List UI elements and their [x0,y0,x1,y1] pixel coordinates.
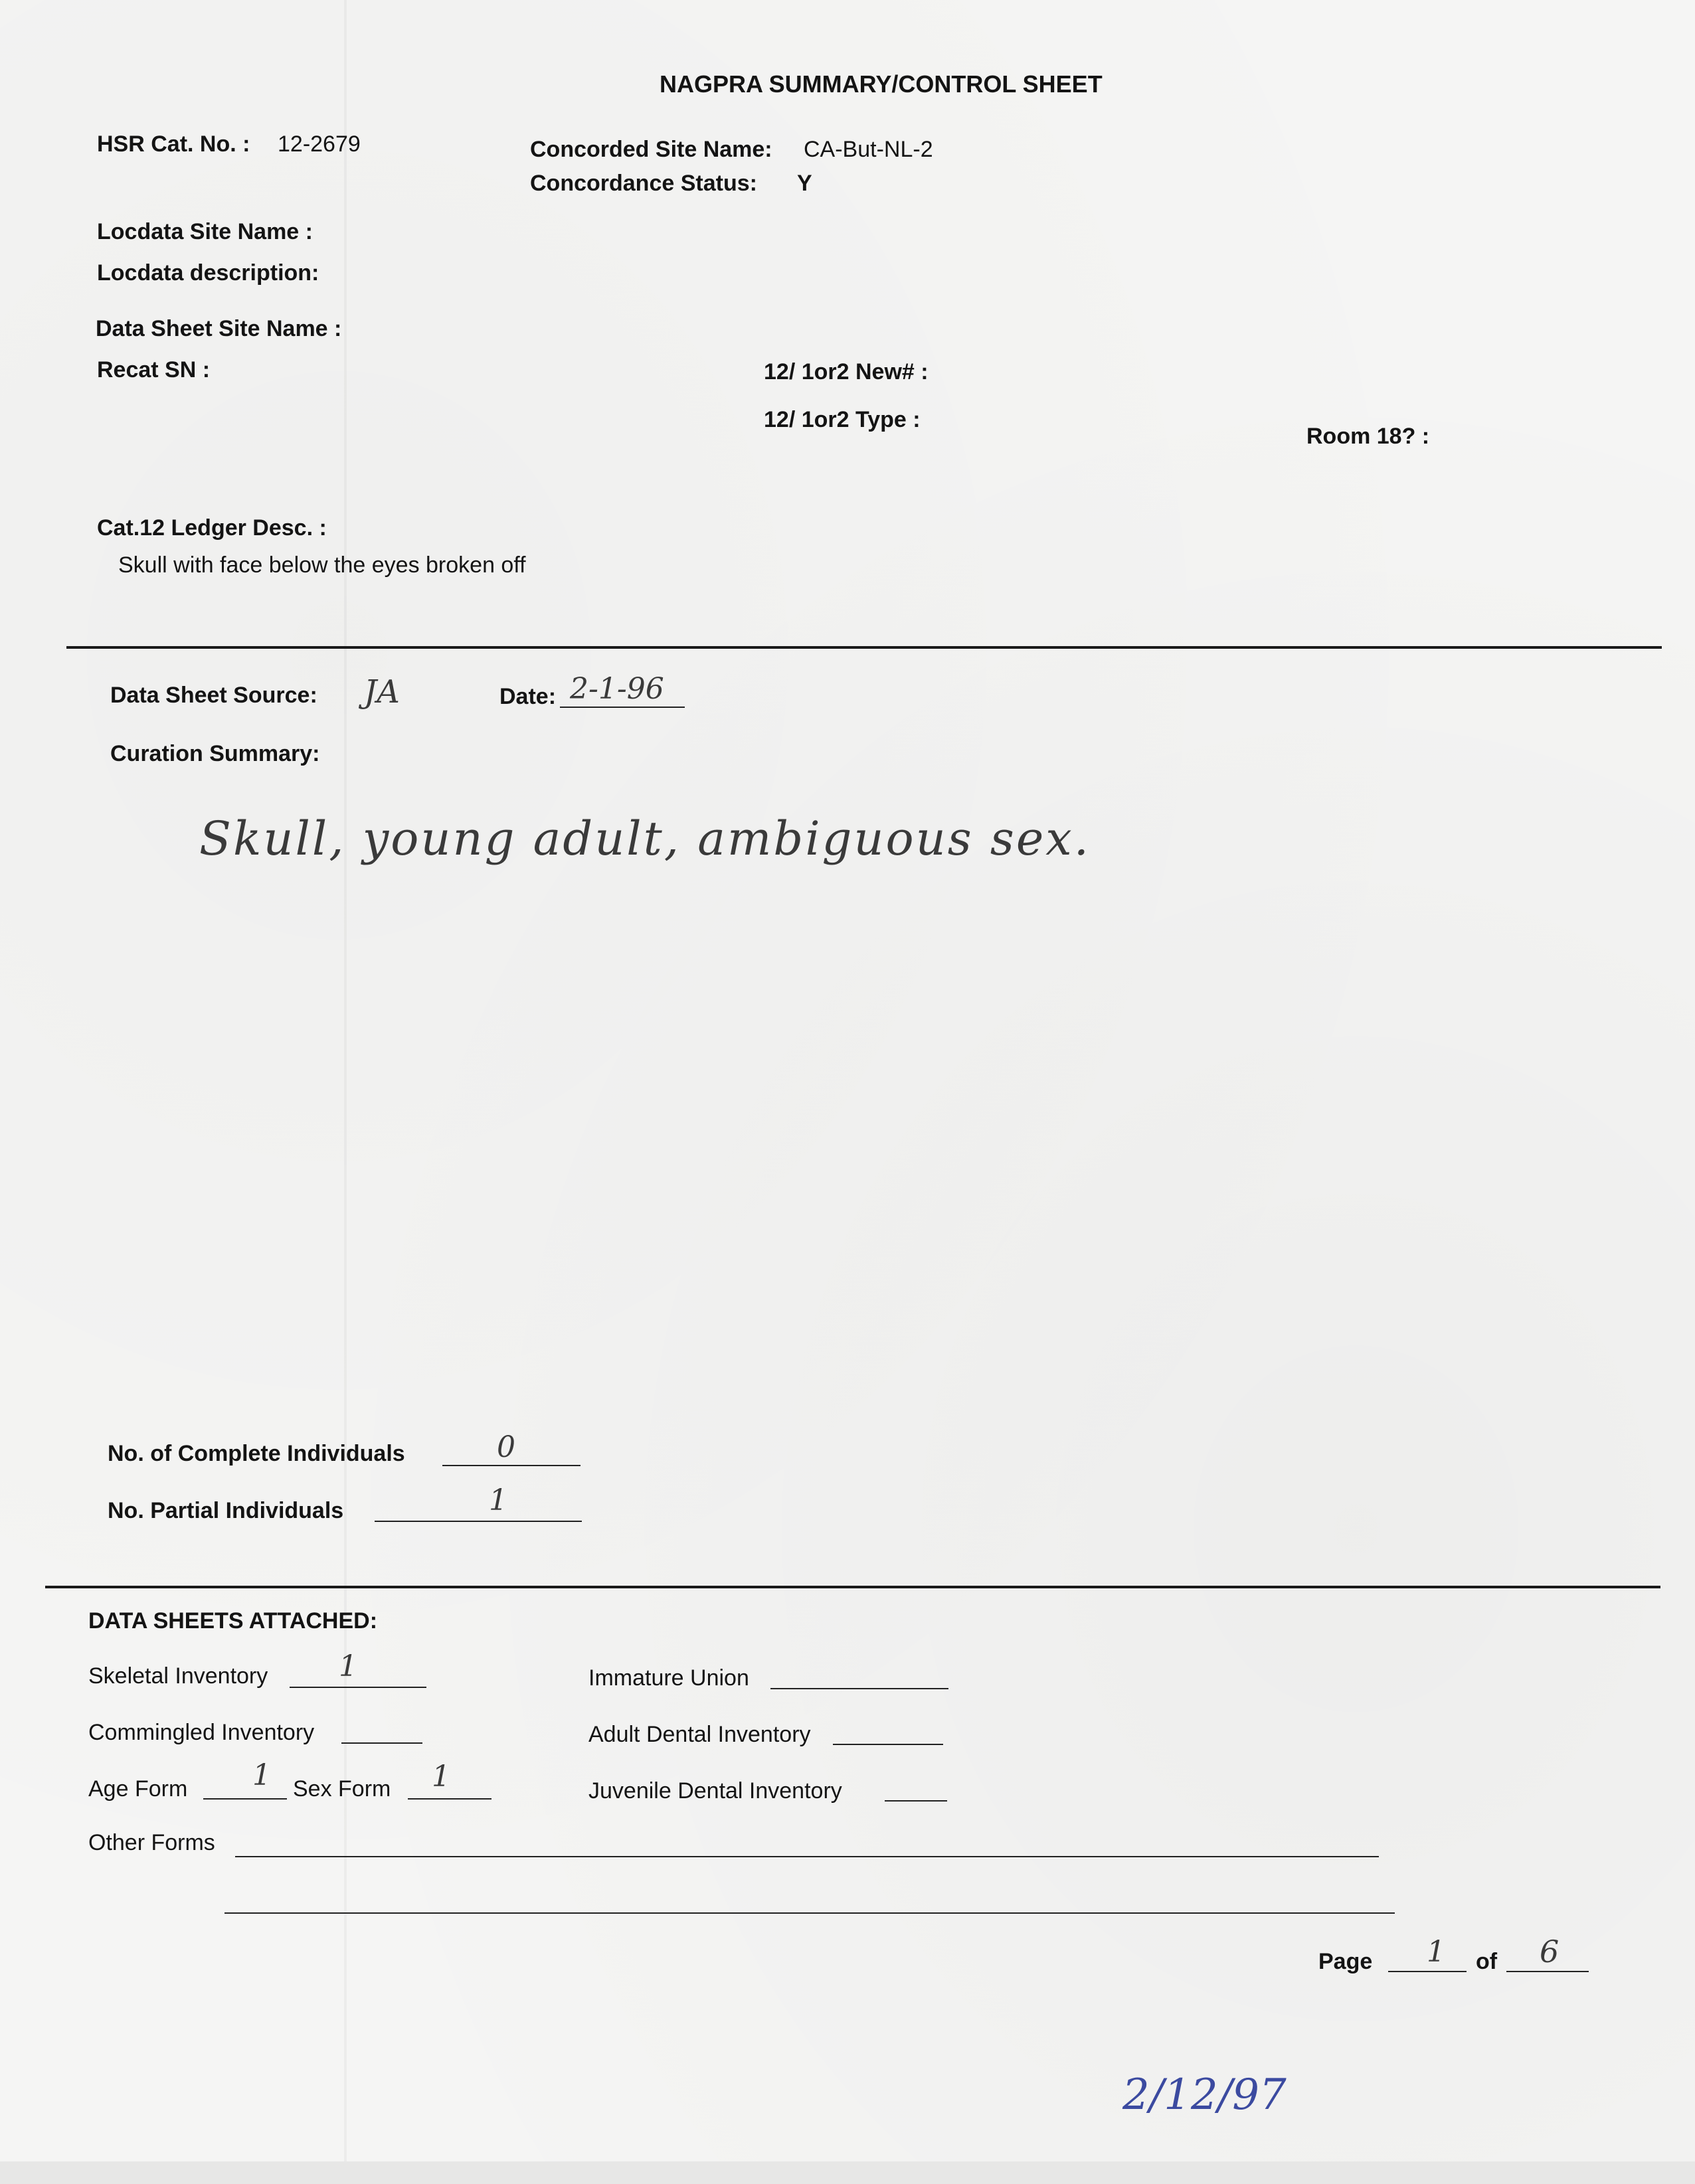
sex-form-label: Sex Form [293,1776,391,1802]
complete-individuals-label: No. of Complete Individuals [108,1441,405,1466]
complete-individuals-line [442,1465,580,1466]
total-pages-line [1506,1971,1589,1972]
complete-individuals-value: 0 [497,1430,515,1464]
data-sheets-attached-heading: DATA SHEETS ATTACHED: [88,1608,378,1634]
commingled-inventory-line [341,1742,422,1744]
section-divider-top [66,646,1662,649]
skeletal-inventory-line [290,1687,426,1688]
juvenile-dental-inventory-label: Juvenile Dental Inventory [588,1778,842,1804]
ledger-desc-value: Skull with face below the eyes broken off [118,552,526,578]
other-forms-line-2 [224,1912,1395,1914]
type-label: 12/ 1or2 Type : [764,407,921,432]
concorded-site-value: CA-But-NL-2 [804,137,933,162]
hsr-cat-value: 12-2679 [278,131,361,157]
hsr-cat-label: HSR Cat. No. : [97,131,250,157]
ledger-desc-label: Cat.12 Ledger Desc. : [97,515,327,541]
partial-individuals-value: 1 [489,1483,507,1517]
partial-individuals-label: No. Partial Individuals [108,1498,344,1523]
skeletal-inventory-label: Skeletal Inventory [88,1663,268,1689]
locdata-site-label: Locdata Site Name : [97,219,313,244]
page-number-line [1388,1971,1467,1972]
page-number-value: 1 [1427,1935,1445,1969]
concordance-status-value: Y [797,171,812,196]
immature-union-label: Immature Union [588,1665,749,1691]
adult-dental-inventory-line [833,1744,943,1745]
data-sheet-source-label: Data Sheet Source: [110,683,317,708]
commingled-inventory-label: Commingled Inventory [88,1720,315,1745]
sex-form-value: 1 [432,1760,450,1794]
recat-sn-label: Recat SN : [97,357,211,382]
stamp-date: 2/12/97 [1122,2070,1287,2120]
age-form-value: 1 [252,1758,271,1792]
adult-dental-inventory-label: Adult Dental Inventory [588,1722,811,1747]
skeletal-inventory-value: 1 [339,1649,357,1683]
other-forms-label: Other Forms [88,1830,215,1855]
partial-individuals-line [375,1521,582,1522]
section-divider-bottom [45,1586,1660,1588]
age-form-line [203,1798,287,1800]
of-label: of [1476,1949,1498,1974]
curation-summary-text: Skull, young adult, ambiguous sex. [199,811,1091,866]
scan-bottom-edge [0,2161,1695,2184]
juvenile-dental-inventory-line [885,1800,947,1802]
age-form-label: Age Form [88,1776,188,1802]
total-pages-value: 6 [1540,1934,1560,1970]
data-sheet-source-initials: JA [364,673,400,711]
immature-union-line [770,1688,948,1689]
other-forms-line-1 [235,1856,1379,1857]
locdata-description-label: Locdata description: [97,260,319,286]
curation-summary-label: Curation Summary: [110,741,320,766]
new-number-label: 12/ 1or2 New# : [764,359,929,384]
page-label: Page [1318,1949,1373,1974]
date-value: 2-1-96 [570,672,664,706]
date-label: Date: [499,684,557,709]
data-sheet-site-label: Data Sheet Site Name : [96,316,342,341]
date-underline [560,707,685,708]
room-18-label: Room 18? : [1306,424,1430,449]
concordance-status-label: Concordance Status: [530,171,757,196]
sex-form-line [408,1798,491,1800]
form-title: NAGPRA SUMMARY/CONTROL SHEET [660,70,1103,98]
concorded-site-label: Concorded Site Name: [530,137,772,162]
